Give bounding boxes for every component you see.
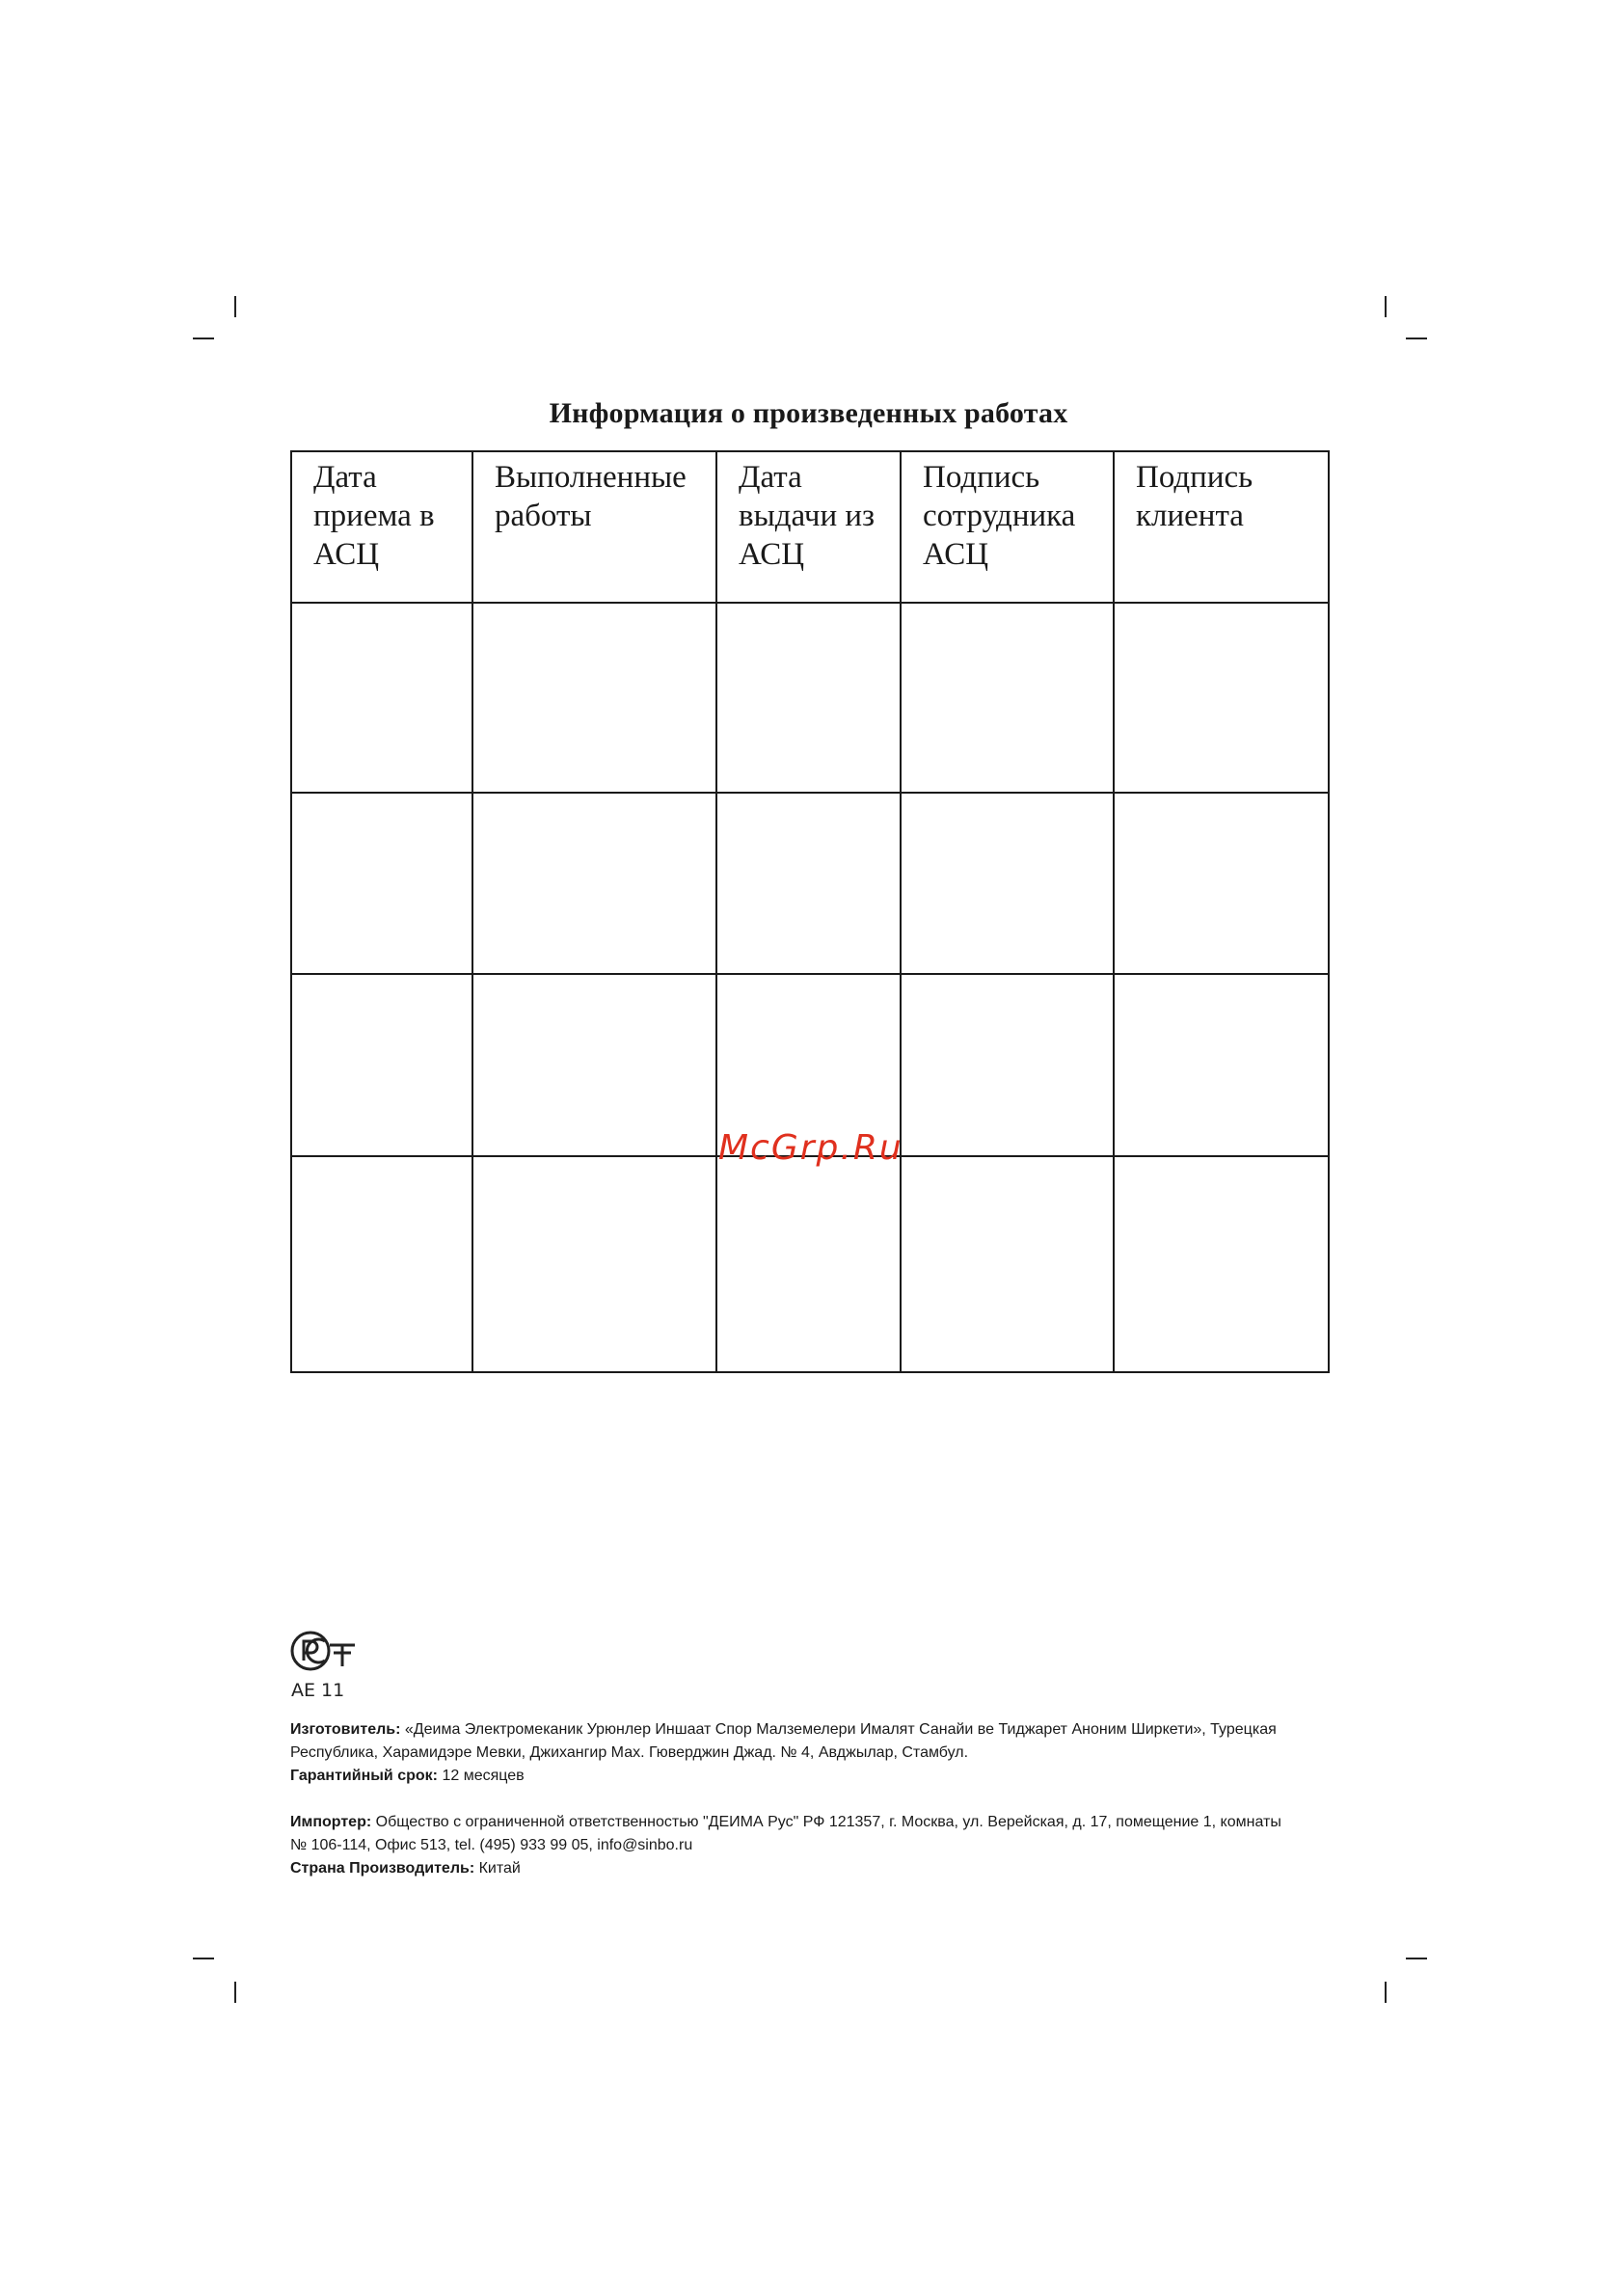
- crop-mark-bottom-right-v: [1385, 1982, 1387, 2003]
- warranty-label: Гарантийный срок:: [290, 1768, 438, 1784]
- table-row: [291, 1156, 1329, 1372]
- warranty-info: [290, 1765, 1332, 1788]
- crop-mark-bottom-left-h: [193, 1958, 214, 1959]
- table-cell[interactable]: [901, 793, 1114, 974]
- origin-info: [290, 1857, 1332, 1880]
- table-cell[interactable]: [716, 603, 901, 793]
- importer-info: [290, 1811, 1332, 1857]
- table-cell[interactable]: [1114, 1156, 1329, 1372]
- importer-text-line1: Общество с ограниченной ответственностью "ДЕИМА Рус" РФ 121357, г. Москва, ул. Верейская, д. 17, помещение 1, комнаты: [371, 1814, 1281, 1830]
- watermark: McGrp.Ru: [718, 1128, 903, 1168]
- table-cell[interactable]: [716, 793, 901, 974]
- importer-label: Импортер:: [290, 1814, 372, 1830]
- table-cell[interactable]: [1114, 603, 1329, 793]
- crop-mark-bottom-right-h: [1406, 1958, 1427, 1959]
- table-cell[interactable]: [291, 974, 472, 1156]
- manufacturer-label: Изготовитель:: [290, 1721, 401, 1738]
- crop-mark-top-right-h: [1406, 338, 1427, 339]
- column-header-issue-date: Дата выдачи из АСЦ: [716, 451, 901, 603]
- column-header-receive-date: Дата приема в АСЦ: [291, 451, 472, 603]
- crop-mark-bottom-left-v: [234, 1982, 236, 2003]
- crop-mark-top-left-h: [193, 338, 214, 339]
- table-row: [291, 603, 1329, 793]
- table-cell[interactable]: [291, 603, 472, 793]
- origin-label: Страна Производитель:: [290, 1860, 475, 1877]
- crop-mark-top-left-v: [234, 296, 236, 317]
- service-works-table: [290, 450, 1330, 1373]
- column-header-works-done: Выполненные работы: [472, 451, 716, 603]
- manufacturer-text-line2: Республика, Харамидэре Мевки, Джихангир Мах. Гюверджин Джад. № 4, Авджылар, Стамбул.: [290, 1744, 969, 1761]
- table-cell[interactable]: [1114, 974, 1329, 1156]
- table-cell[interactable]: [472, 1156, 716, 1372]
- page-title: Информация о произведенных работах: [549, 397, 1068, 429]
- table-row: [291, 793, 1329, 974]
- certification-code: АЕ 11: [291, 1680, 345, 1701]
- rst-certification-mark-icon: [289, 1628, 359, 1674]
- table-cell[interactable]: [901, 1156, 1114, 1372]
- table-cell[interactable]: [716, 1156, 901, 1372]
- crop-mark-top-right-v: [1385, 296, 1387, 317]
- table-cell[interactable]: [472, 793, 716, 974]
- table-header-row: [291, 451, 1329, 603]
- table-cell[interactable]: [291, 793, 472, 974]
- table-cell[interactable]: [291, 1156, 472, 1372]
- table-cell[interactable]: [472, 974, 716, 1156]
- manufacturer-text-line1: «Деима Электромеканик Урюнлер Иншаат Спор Малземелери Ималят Санайи ве Тиджарет Аноним Ширкети», Турецкая: [400, 1721, 1277, 1738]
- table-cell[interactable]: [901, 603, 1114, 793]
- manufacturer-info: [290, 1718, 1332, 1765]
- importer-text-line2: № 106-114, Офис 513, tel. (495) 933 99 05, info@sinbo.ru: [290, 1837, 693, 1853]
- origin-value: Китай: [474, 1860, 521, 1877]
- warranty-value: 12 месяцев: [438, 1768, 525, 1784]
- table-cell[interactable]: [1114, 793, 1329, 974]
- column-header-client-signature: Подпись клиента: [1114, 451, 1329, 603]
- table-cell[interactable]: [901, 974, 1114, 1156]
- table-cell[interactable]: [472, 603, 716, 793]
- column-header-staff-signature: Подпись сотрудника АСЦ: [901, 451, 1114, 603]
